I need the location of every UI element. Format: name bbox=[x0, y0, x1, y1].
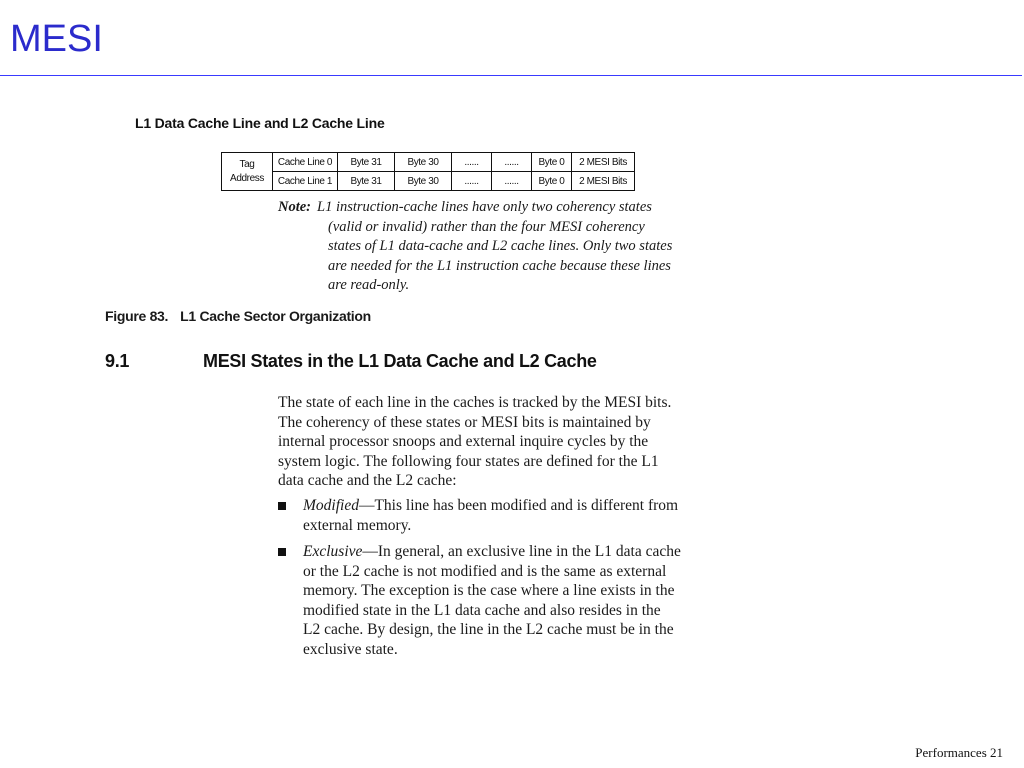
section-title: MESI States in the L1 Data Cache and L2 Cache bbox=[203, 351, 597, 371]
bullet-line: L2 cache. By design, the line in the L2 cache must be in the bbox=[303, 621, 674, 639]
square-bullet-icon bbox=[278, 502, 286, 510]
bullet-line: exclusive state. bbox=[303, 640, 398, 658]
bullet-line: external memory. bbox=[303, 516, 412, 534]
bullet-line: or the L2 cache is not modified and is the same as external bbox=[303, 562, 667, 580]
tag-address-cell bbox=[222, 153, 273, 191]
paragraph-line: data cache and the L2 cache: bbox=[278, 472, 457, 490]
bullet-term: Modified bbox=[303, 497, 359, 514]
table-cell: Byte 0 bbox=[532, 172, 572, 191]
table-cell: ...... bbox=[452, 153, 492, 172]
bullet-line: modified state in the L1 data cache and also resides in the bbox=[303, 601, 661, 619]
table-cell: Byte 0 bbox=[532, 153, 572, 172]
figure-heading: L1 Data Cache Line and L2 Cache Line bbox=[135, 115, 385, 131]
table-cell: Cache Line 1 bbox=[273, 172, 338, 191]
section-heading bbox=[105, 351, 597, 372]
bullet-line: Exclusive—In general, an exclusive line in the L1 data cache bbox=[303, 543, 681, 560]
table-cell: Cache Line 0 bbox=[273, 153, 338, 172]
scanned-document-image bbox=[100, 112, 780, 662]
square-bullet-icon bbox=[278, 548, 286, 556]
bullet-line: Modified—This line has been modified and is different from bbox=[303, 497, 679, 514]
section-intro-paragraph bbox=[278, 393, 778, 491]
paragraph-line: The state of each line in the caches is tracked by the MESI bits. bbox=[278, 394, 672, 411]
table-cell: Byte 30 bbox=[395, 172, 452, 191]
table-row bbox=[222, 172, 635, 191]
paragraph-line: system logic. The following four states are defined for the L1 bbox=[278, 452, 659, 470]
note-line: are read-only. bbox=[328, 277, 410, 293]
slide-footer: Performances 21 bbox=[915, 745, 1003, 760]
bullet-term: Exclusive bbox=[303, 543, 363, 560]
table-cell: Byte 30 bbox=[395, 153, 452, 172]
table-cell: Byte 31 bbox=[338, 153, 395, 172]
tag-address-label-1: Tag bbox=[239, 158, 255, 170]
table-row bbox=[222, 153, 635, 172]
section-number: 9.1 bbox=[105, 351, 130, 371]
note-line: (valid or invalid) rather than the four MESI coherency bbox=[328, 218, 645, 235]
slide-title: MESI bbox=[10, 18, 103, 60]
table-cell: Byte 31 bbox=[338, 172, 395, 191]
note-line: Note: L1 instruction-cache lines have only two coherency states bbox=[278, 199, 652, 215]
figure-caption bbox=[105, 308, 371, 324]
bullet-line: memory. The exception is the case where a line exists in the bbox=[303, 582, 675, 600]
table-cell: ...... bbox=[452, 172, 492, 191]
note-line: are needed for the L1 instruction cache because these lines bbox=[328, 257, 671, 274]
cache-line-table bbox=[221, 152, 635, 191]
figure-caption-text: L1 Cache Sector Organization bbox=[180, 308, 371, 324]
table-cell: ...... bbox=[492, 153, 532, 172]
note-label: Note: bbox=[278, 199, 312, 215]
tag-address-label-2: Address bbox=[230, 172, 264, 184]
figure-number: Figure 83. bbox=[105, 308, 169, 324]
note-line: states of L1 data-cache and L2 cache lines. Only two states bbox=[328, 238, 673, 254]
figure-note bbox=[278, 198, 778, 296]
paragraph-line: internal processor snoops and external inquire cycles by the bbox=[278, 433, 649, 451]
table-cell: 2 MESI Bits bbox=[572, 172, 635, 191]
title-divider bbox=[0, 75, 1022, 76]
paragraph-line: The coherency of these states or MESI bits is maintained by bbox=[278, 413, 651, 431]
table-cell: 2 MESI Bits bbox=[572, 153, 635, 172]
table-cell: ...... bbox=[492, 172, 532, 191]
